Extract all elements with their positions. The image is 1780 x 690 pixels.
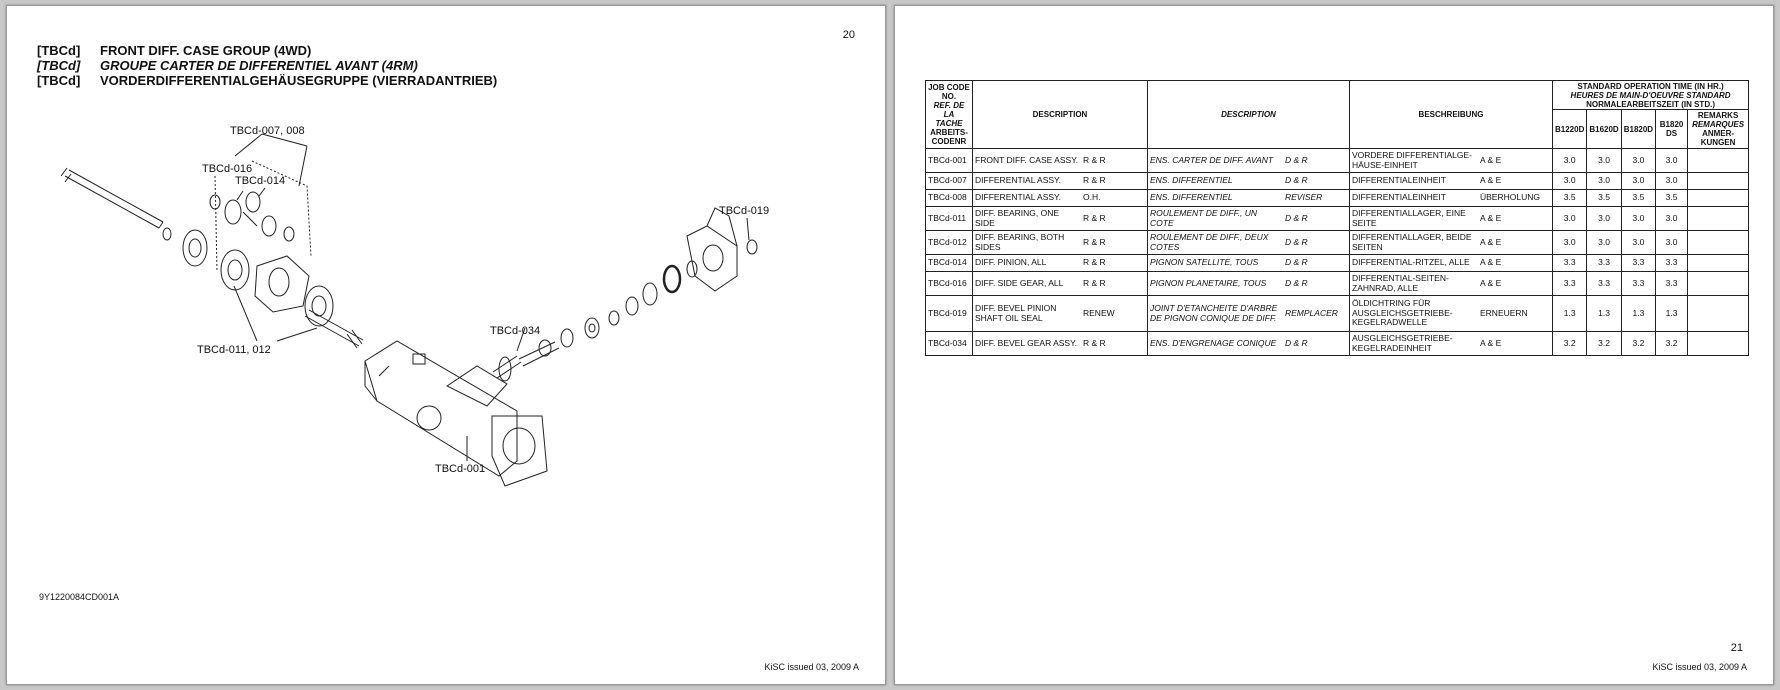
exploded-parts-diagram xyxy=(47,116,847,556)
flange-yoke xyxy=(687,208,757,291)
label-tbcd-014: TBCd-014 xyxy=(235,175,286,187)
page-number: 21 xyxy=(1730,642,1743,654)
description-en: DIFF. BEVEL PINION SHAFT OIL SEAL xyxy=(975,303,1057,323)
remarks-cell xyxy=(1688,296,1749,332)
description-de: DIFFERENTIALEINHEIT xyxy=(1352,175,1446,186)
job-code: TBCd-019 xyxy=(928,307,967,318)
operation-time: 3.0 xyxy=(1665,154,1678,165)
description-fr: ENS. CARTER DE DIFF. AVANT xyxy=(1150,154,1274,165)
description-fr: ROULEMENT DE DIFF., DEUX COTES xyxy=(1150,232,1269,252)
remarks-cell xyxy=(1688,255,1749,272)
operation-time: 3.3 xyxy=(1563,277,1576,288)
ring-gear xyxy=(183,230,207,266)
operation-en: R & R xyxy=(1083,257,1106,268)
operation-time: 3.0 xyxy=(1632,212,1645,223)
description-de: DIFFERENTIAL-SEITEN-ZAHNRAD, ALLE xyxy=(1352,273,1449,293)
description-en: DIFF. BEARING, BOTH SIDES xyxy=(975,232,1065,252)
operation-time: 1.3 xyxy=(1632,307,1645,318)
operation-fr: D & R xyxy=(1285,175,1308,186)
bearing-right xyxy=(305,286,333,326)
remarks-cell xyxy=(1688,190,1749,207)
label-tbcd-019: TBCd-019 xyxy=(719,205,770,217)
description-de: DIFFERENTIALEINHEIT xyxy=(1352,192,1446,203)
right-page xyxy=(894,5,1774,685)
remarks-cell xyxy=(1688,231,1749,255)
description-fr: PIGNON SATELLITE, TOUS xyxy=(1150,257,1259,268)
header-model: B1220D xyxy=(1553,110,1587,149)
job-code: TBCd-001 xyxy=(928,154,967,165)
bevel-pinion xyxy=(493,342,559,381)
left-page xyxy=(6,5,886,685)
operation-time: 3.0 xyxy=(1598,175,1610,186)
operation-time: 3.2 xyxy=(1598,337,1610,348)
operation-de: A & E xyxy=(1480,236,1502,247)
job-code-table xyxy=(925,80,1749,356)
operation-time: 3.0 xyxy=(1665,212,1678,223)
operation-de: A & E xyxy=(1480,212,1502,223)
job-code: TBCd-012 xyxy=(928,236,967,247)
table-row xyxy=(926,207,1749,231)
operation-en: R & R xyxy=(1083,277,1106,288)
operation-fr: REVISER xyxy=(1285,192,1323,203)
operation-time: 3.5 xyxy=(1598,192,1610,203)
operation-en: R & R xyxy=(1083,154,1106,165)
operation-time: 3.3 xyxy=(1665,277,1678,288)
header-job-code: JOB CODE NO. REF. DE LA TACHE ARBEITS- CODENR xyxy=(926,81,973,149)
operation-time: 3.0 xyxy=(1665,175,1678,186)
remarks-cell xyxy=(1688,272,1749,296)
header-model: B1820D xyxy=(1621,110,1655,149)
operation-fr: D & R xyxy=(1285,212,1308,223)
operation-fr: D & R xyxy=(1285,257,1308,268)
operation-time: 3.0 xyxy=(1598,212,1610,223)
operation-time: 3.5 xyxy=(1665,192,1678,203)
job-code: TBCd-014 xyxy=(928,257,967,268)
table-row xyxy=(926,332,1749,356)
operation-time: 3.0 xyxy=(1632,236,1645,247)
header-model: B1620D xyxy=(1587,110,1621,149)
operation-de: A & E xyxy=(1480,175,1502,186)
description-fr: PIGNON PLANETAIRE, TOUS xyxy=(1150,277,1267,288)
header-description-en: DESCRIPTION xyxy=(973,81,1148,149)
operation-time: 3.0 xyxy=(1563,154,1576,165)
description-de: DIFFERENTIALLAGER, EINE SEITE xyxy=(1352,208,1466,228)
title-fr: [TBCd] GROUPE CARTER DE DIFFERENTIEL AVANT (4RM) xyxy=(37,58,418,73)
job-code: TBCd-016 xyxy=(928,277,967,288)
remarks-cell xyxy=(1688,332,1749,356)
page-number: 20 xyxy=(842,29,855,41)
operation-time: 3.3 xyxy=(1665,257,1678,268)
label-tbcd-034: TBCd-034 xyxy=(490,325,541,337)
operation-time: 3.0 xyxy=(1665,236,1678,247)
description-fr: ROULEMENT DE DIFF., UN COTE xyxy=(1150,208,1258,228)
operation-en: R & R xyxy=(1083,175,1106,186)
description-fr: JOINT D'ETANCHEITE D'ARBRE DE PIGNON CONIQUE DE DIFF. xyxy=(1150,303,1278,323)
seal-rings xyxy=(539,261,697,356)
description-fr: ENS. DIFFERENTIEL xyxy=(1150,192,1233,203)
operation-de: A & E xyxy=(1480,277,1502,288)
operation-time: 3.5 xyxy=(1632,192,1645,203)
operation-time: 3.0 xyxy=(1598,154,1610,165)
description-de: VORDERE DIFFERENTIALGE-HÄUSE-EINHEIT xyxy=(1352,150,1472,170)
pinion-gears xyxy=(210,192,294,241)
label-tbcd-007-008: TBCd-007, 008 xyxy=(230,125,305,137)
table-row xyxy=(926,296,1749,332)
operation-en: R & R xyxy=(1083,212,1106,223)
table-row xyxy=(926,255,1749,272)
operation-time: 3.3 xyxy=(1563,257,1576,268)
table-row xyxy=(926,190,1749,207)
operation-time: 3.2 xyxy=(1665,337,1678,348)
operation-en: O.H. xyxy=(1083,192,1101,203)
differential-case xyxy=(255,256,309,312)
header-description-fr: DESCRIPTION xyxy=(1148,81,1350,149)
operation-time: 1.3 xyxy=(1598,307,1610,318)
job-code: TBCd-007 xyxy=(928,175,967,186)
description-en: DIFFERENTIAL ASSY. xyxy=(975,175,1061,186)
washer-part xyxy=(163,228,171,240)
axle-shaft-left xyxy=(61,168,163,228)
description-fr: ENS. DIFFERENTIEL xyxy=(1150,175,1233,186)
title-en: [TBCd] FRONT DIFF. CASE GROUP (4WD) xyxy=(37,43,312,58)
operation-de: ERNEUERN xyxy=(1480,307,1528,318)
table-row xyxy=(926,272,1749,296)
label-tbcd-011-012: TBCd-011, 012 xyxy=(197,344,271,356)
table-body xyxy=(926,149,1749,356)
operation-fr: D & R xyxy=(1285,236,1308,247)
header-remarks: REMARKS REMARQUES ANMER- KUNGEN xyxy=(1688,110,1749,149)
operation-time: 3.2 xyxy=(1563,337,1576,348)
operation-en: RENEW xyxy=(1083,307,1115,318)
page-footer: KiSC issued 03, 2009 A xyxy=(764,662,859,672)
operation-fr: D & R xyxy=(1285,277,1308,288)
operation-time: 3.0 xyxy=(1632,175,1645,186)
operation-fr: REMPLACER xyxy=(1285,307,1338,318)
description-en: DIFF. BEARING, ONE SIDE xyxy=(975,208,1060,228)
description-en: DIFF. PINION, ALL xyxy=(975,257,1047,268)
operation-time: 3.0 xyxy=(1563,212,1576,223)
table-row xyxy=(926,231,1749,255)
operation-de: A & E xyxy=(1480,154,1502,165)
operation-time: 3.2 xyxy=(1632,337,1645,348)
operation-time: 3.0 xyxy=(1563,236,1576,247)
operation-time: 1.3 xyxy=(1665,307,1678,318)
description-de: AUSGLEICHSGETRIEBE-KEGELRADEINHEIT xyxy=(1352,333,1453,353)
operation-time: 3.3 xyxy=(1632,277,1645,288)
operation-fr: D & R xyxy=(1285,154,1308,165)
description-fr: ENS. D'ENGRENAGE CONIQUE xyxy=(1150,337,1277,348)
operation-time: 3.0 xyxy=(1598,236,1610,247)
description-en: DIFF. SIDE GEAR, ALL xyxy=(975,277,1064,288)
remarks-cell xyxy=(1688,207,1749,231)
operation-time: 3.3 xyxy=(1598,277,1610,288)
description-en: DIFF. BEVEL GEAR ASSY. xyxy=(975,337,1078,348)
description-de: DIFFERENTIAL-RITZEL, ALLE xyxy=(1352,257,1470,268)
job-code: TBCd-008 xyxy=(928,192,967,203)
table-row xyxy=(926,173,1749,190)
job-code: TBCd-034 xyxy=(928,337,967,348)
page-footer: KiSC issued 03, 2009 A xyxy=(1652,662,1747,672)
operation-de: ÜBERHOLUNG xyxy=(1480,192,1540,203)
operation-time: 3.0 xyxy=(1563,175,1576,186)
operation-de: A & E xyxy=(1480,337,1502,348)
remarks-cell xyxy=(1688,173,1749,190)
operation-time: 3.3 xyxy=(1598,257,1610,268)
header-beschreibung: BESCHREIBUNG xyxy=(1350,81,1553,149)
operation-time: 3.3 xyxy=(1632,257,1645,268)
operation-en: R & R xyxy=(1083,236,1106,247)
table-row xyxy=(926,149,1749,173)
remarks-cell xyxy=(1688,149,1749,173)
image-code: 9Y1220084CD001A xyxy=(39,592,120,602)
description-en: FRONT DIFF. CASE ASSY. xyxy=(975,154,1079,165)
operation-en: R & R xyxy=(1083,337,1106,348)
operation-de: A & E xyxy=(1480,257,1502,268)
operation-time: 3.5 xyxy=(1563,192,1576,203)
label-tbcd-001: TBCd-001 xyxy=(435,463,486,475)
title-de: [TBCd] VORDERDIFFERENTIALGEHÄUSEGRUPPE (VIERRADANTRIEB) xyxy=(37,73,498,88)
bearing-left xyxy=(221,250,249,290)
description-de: DIFFERENTIALLAGER, BEIDE SEITEN xyxy=(1352,232,1472,252)
description-en: DIFFERENTIAL ASSY. xyxy=(975,192,1061,203)
job-code: TBCd-011 xyxy=(928,212,967,223)
operation-time: 1.3 xyxy=(1563,307,1576,318)
header-model: B1820 DS xyxy=(1656,110,1688,149)
group-titles xyxy=(37,43,497,88)
operation-fr: D & R xyxy=(1285,337,1308,348)
header-standard-operation-time: STANDARD OPERATION TIME (IN HR.) HEURES DE MAIN-D'OEUVRE STANDARD NORMALEARBEITSZEIT (IN STD.) xyxy=(1553,81,1749,110)
operation-time: 3.0 xyxy=(1632,154,1645,165)
description-de: ÖLDICHTRING FÜR AUSGLEICHSGETRIEBE-KEGELRADWELLE xyxy=(1352,298,1453,328)
label-tbcd-016: TBCd-016 xyxy=(202,163,253,175)
